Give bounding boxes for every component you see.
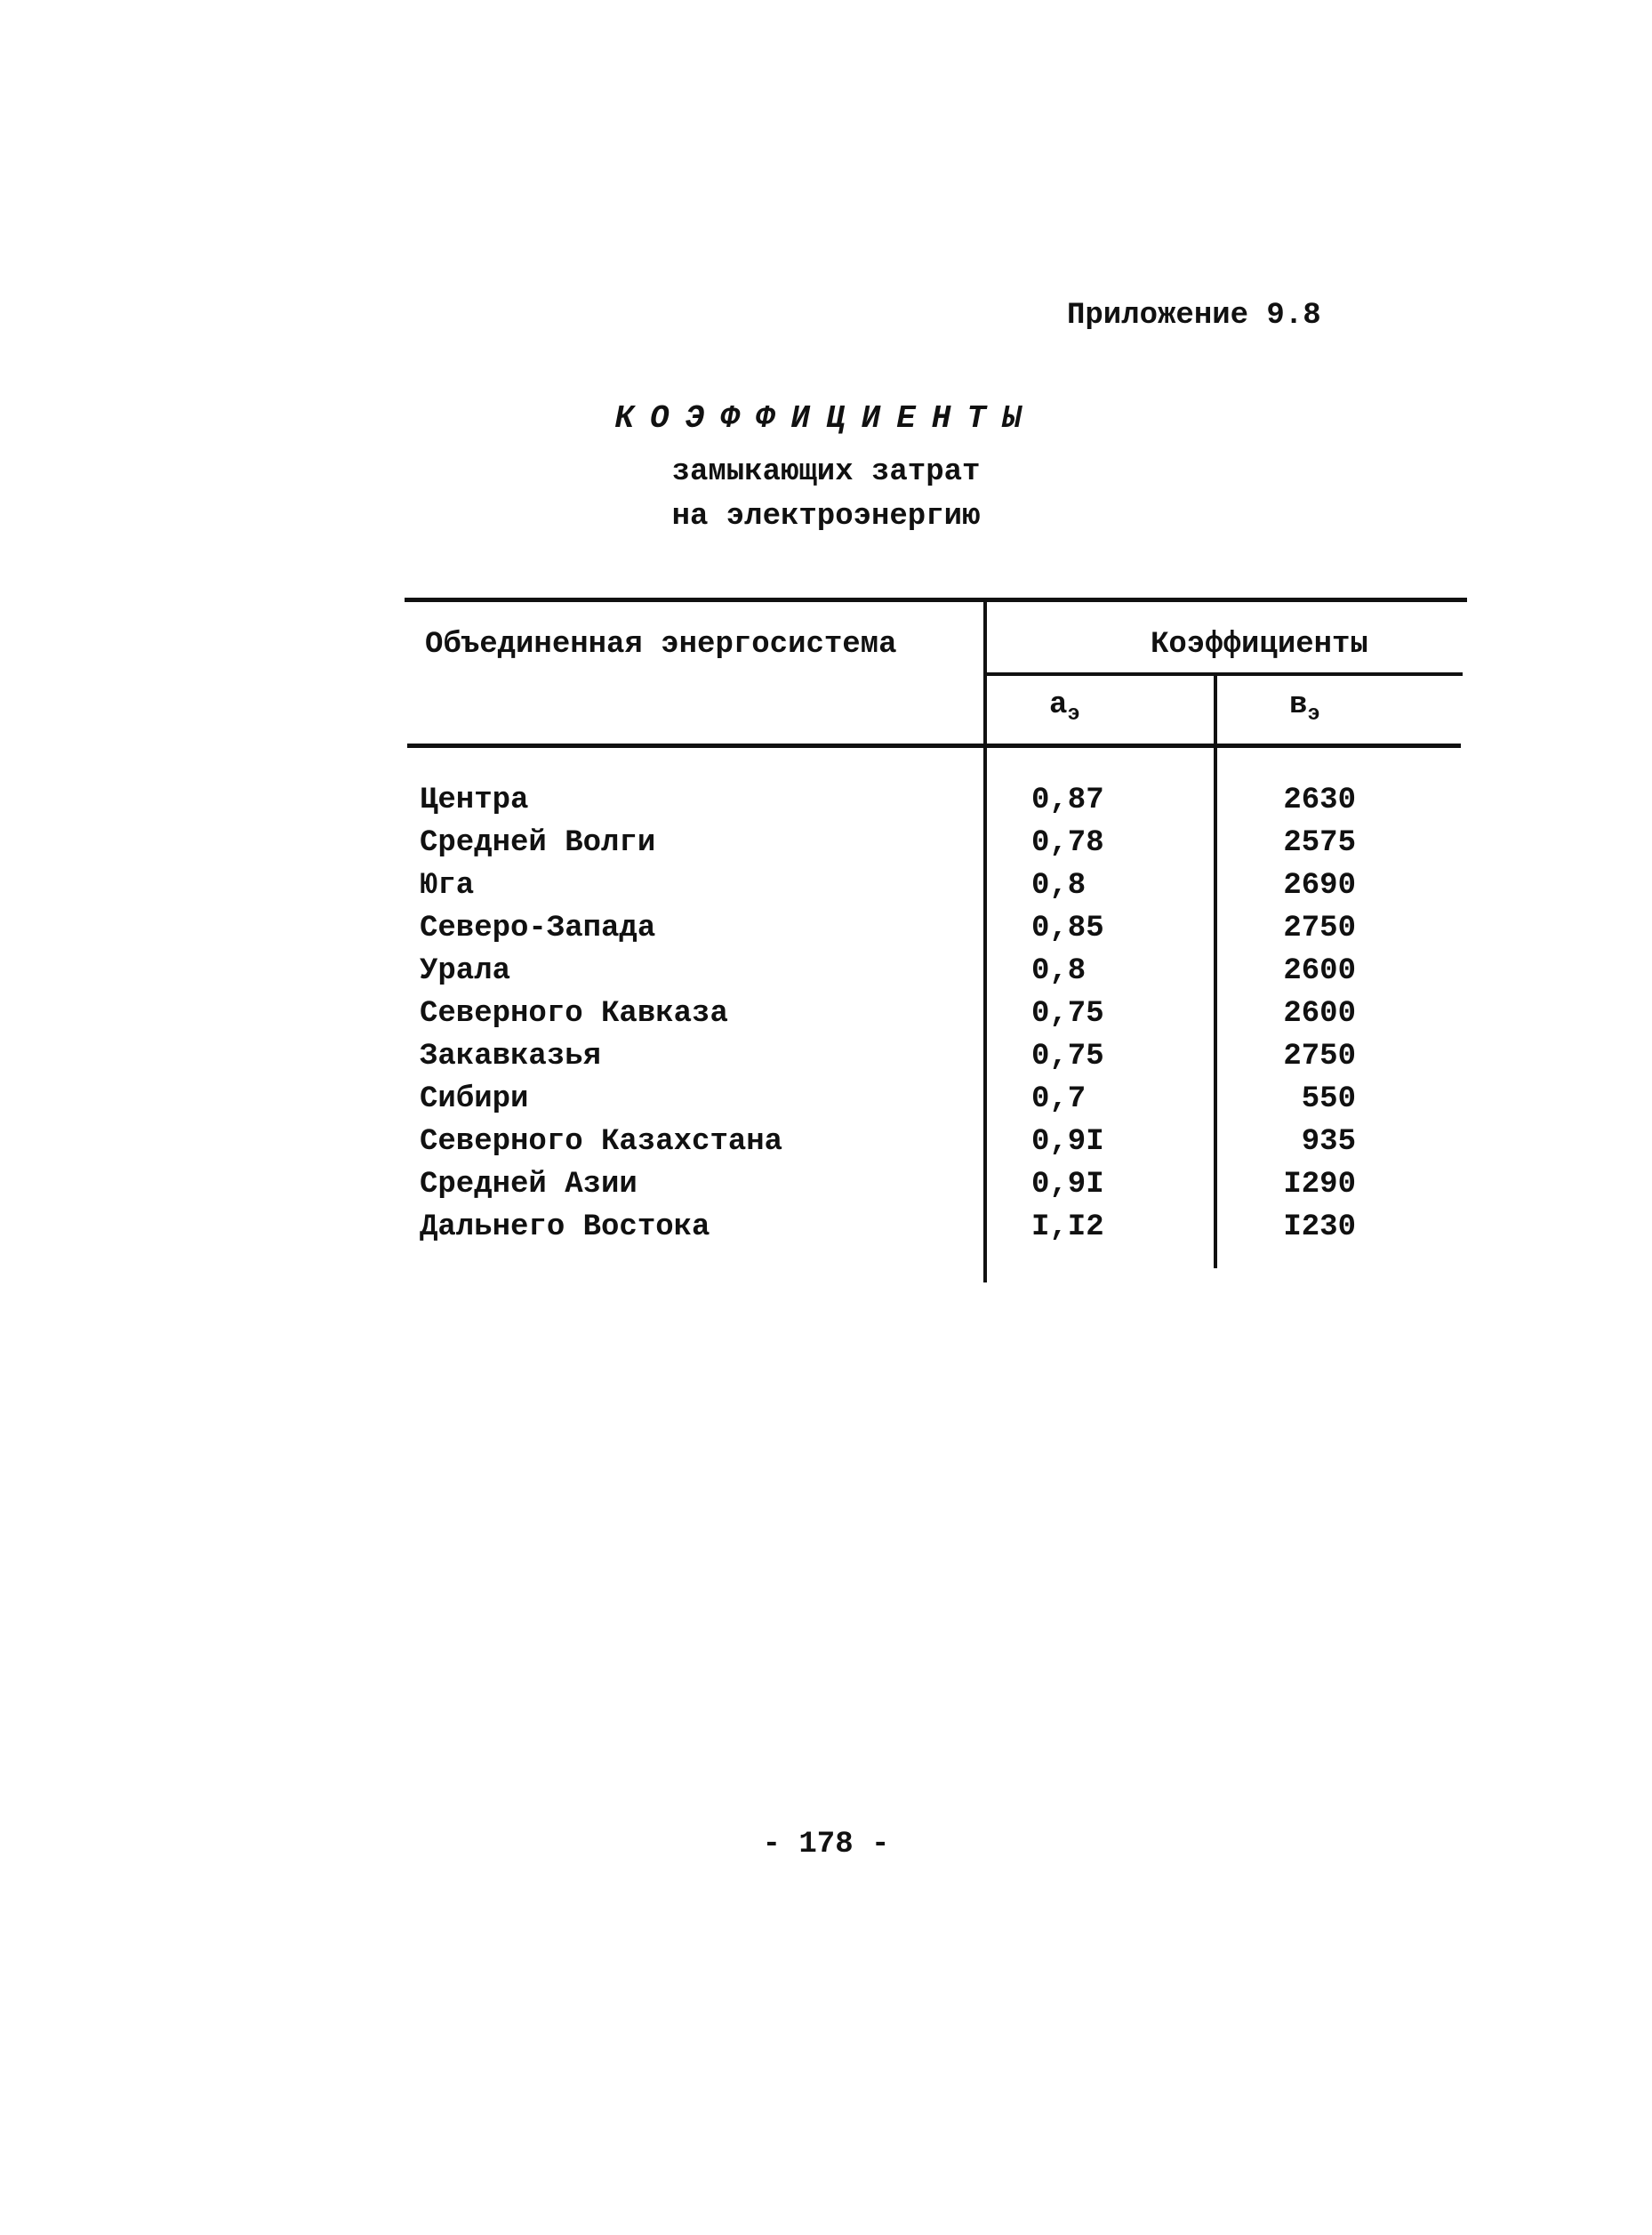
row-a-value: 0,9I [1031,1125,1104,1159]
row-a-value: I,I2 [1031,1210,1104,1244]
header-symbol-b: $в_э$ [1289,688,1320,727]
row-name: Средней Азии [420,1168,638,1202]
page-number: - 178 - [762,1828,890,1861]
table-row [409,822,1458,864]
coeffs-header-rule [987,672,1463,676]
row-b-value: 2750 [1283,912,1356,945]
row-name: Закавказья [420,1040,602,1073]
row-b-value: 935 [1301,1125,1356,1159]
row-name: Северного Кавказа [420,997,728,1031]
row-a-value: 0,87 [1031,784,1104,817]
row-b-value: 550 [1301,1082,1356,1116]
row-name: Северо-Запада [420,912,656,945]
row-a-value: 0,75 [1031,997,1104,1031]
table-row [409,1035,1458,1078]
row-a-value: 0,8 [1031,869,1087,903]
row-a-value: 0,9I [1031,1168,1104,1202]
table-row [409,1163,1458,1206]
row-b-value: 2600 [1283,997,1356,1031]
row-a-value: 0,85 [1031,912,1104,945]
row-name: Средней Волги [420,826,656,860]
table-row [409,779,1458,822]
row-b-value: 2750 [1283,1040,1356,1073]
subtitle-line-2: на электроэнергию [671,500,981,534]
row-b-value: 2690 [1283,869,1356,903]
row-b-value: I230 [1283,1210,1356,1244]
row-name: Юга [420,869,475,903]
header-symbol-a: $а_э$ [1049,688,1080,727]
row-b-value: 2630 [1283,784,1356,817]
row-name: Сибири [420,1082,529,1116]
row-name: Дальнего Востока [420,1210,710,1244]
header-energy-system: Объединенная энергосистема [425,628,897,662]
row-name: Центра [420,784,529,817]
table-row [409,907,1458,950]
table-row [409,950,1458,993]
table-top-rule [405,598,1467,602]
row-a-value: 0,75 [1031,1040,1104,1073]
table-row [409,1121,1458,1163]
header-bottom-rule [407,744,1461,748]
appendix-label: Приложение 9.8 [1067,299,1321,333]
row-name: Северного Казахстана [420,1125,783,1159]
row-b-value: I290 [1283,1168,1356,1202]
header-coefficients: Коэффициенты [1151,628,1368,662]
table-row [409,864,1458,907]
row-a-value: 0,8 [1031,954,1087,988]
row-b-value: 2600 [1283,954,1356,988]
subtitle-line-1: замыкающих затрат [671,455,981,489]
table-body [409,779,1458,1249]
row-b-value: 2575 [1283,826,1356,860]
page-title: КОЭФФИЦИЕНТЫ [614,400,1038,437]
table-row [409,993,1458,1035]
table-row [409,1078,1458,1121]
row-a-value: 0,7 [1031,1082,1087,1116]
table-row [409,1206,1458,1249]
row-a-value: 0,78 [1031,826,1104,860]
row-name: Урала [420,954,511,988]
